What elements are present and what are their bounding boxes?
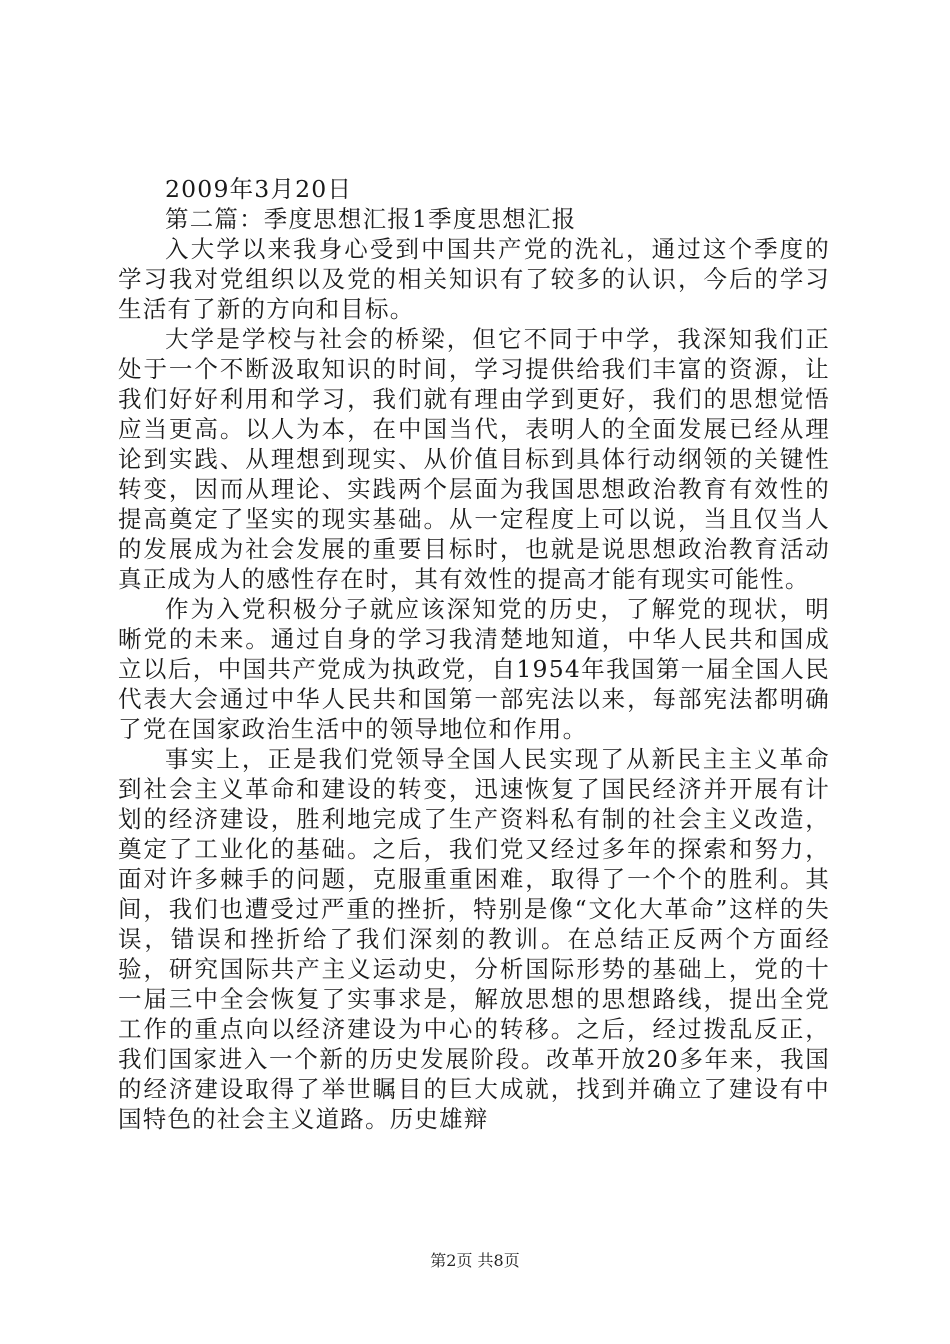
body-paragraph-1: 入大学以来我身心受到中国共产党的洗礼，通过这个季度的学习我对党组织以及党的相关知识有了较多的认识，今后的学习生活有了新的方向和目标。 <box>118 235 830 323</box>
document-body <box>118 174 830 1134</box>
date-line: 2009年3月20日 <box>165 175 353 203</box>
body-paragraph-4: 事实上，正是我们党领导全国人民实现了从新民主主义革命到社会主义革命和建设的转变，迅速恢复了国民经济并开展有计划的经济建设，胜利地完成了生产资料私有制的社会主义改造，奠定了工业化的基础。之后，我们党又经过多年的探索和努力，面对许多棘手的问题，克服重重困难，取得了一个个的胜利。其间，我们也遭受过严重的挫折，特别是像“文化大革命”这样的失误，错误和挫折给了我们深刻的教训。在总结正反两个方面经验，研究国际共产主义运动史，分析国际形势的基础上，党的十一届三中全会恢复了实事求是，解放思想的思想路线，提出全党工作的重点向以经济建设为中心的转移。之后，经过拨乱反正，我们国家进入一个新的历史发展阶段。改革开放20多年来，我国的经济建设取得了举世瞩目的巨大成就，找到并确立了建设有中国特色的社会主义道路。历史雄辩 <box>118 745 830 1133</box>
page-footer: 第2页 共8页 <box>430 1251 520 1270</box>
body-paragraph-2: 大学是学校与社会的桥梁，但它不同于中学，我深知我们正处于一个不断汲取知识的时间，学习提供给我们丰富的资源，让我们好好利用和学习，我们就有理由学到更好，我们的思想觉悟应当更高。以人为本，在中国当代，表明人的全面发展已经从理论到实践、从理想到现实、从价值目标到具体行动纲领的关键性转变，因而从理论、实践两个层面为我国思想政治教育有效性的提高奠定了坚实的现实基础。从一定程度上可以说，当且仅当人的发展成为社会发展的重要目标时，也就是说思想政治教育活动真正成为人的感性存在时，其有效性的提高才能有现实可能性。 <box>118 325 830 593</box>
body-paragraph-3: 作为入党积极分子就应该深知党的历史，了解党的现状，明晰党的未来。通过自身的学习我清楚地知道，中华人民共和国成立以后，中国共产党成为执政党，自1954年我国第一届全国人民代表大会通过中华人民共和国第一部宪法以来，每部宪法都明确了党在国家政治生活中的领导地位和作用。 <box>118 595 830 743</box>
section-heading: 第二篇：季度思想汇报1季度思想汇报 <box>165 205 577 233</box>
